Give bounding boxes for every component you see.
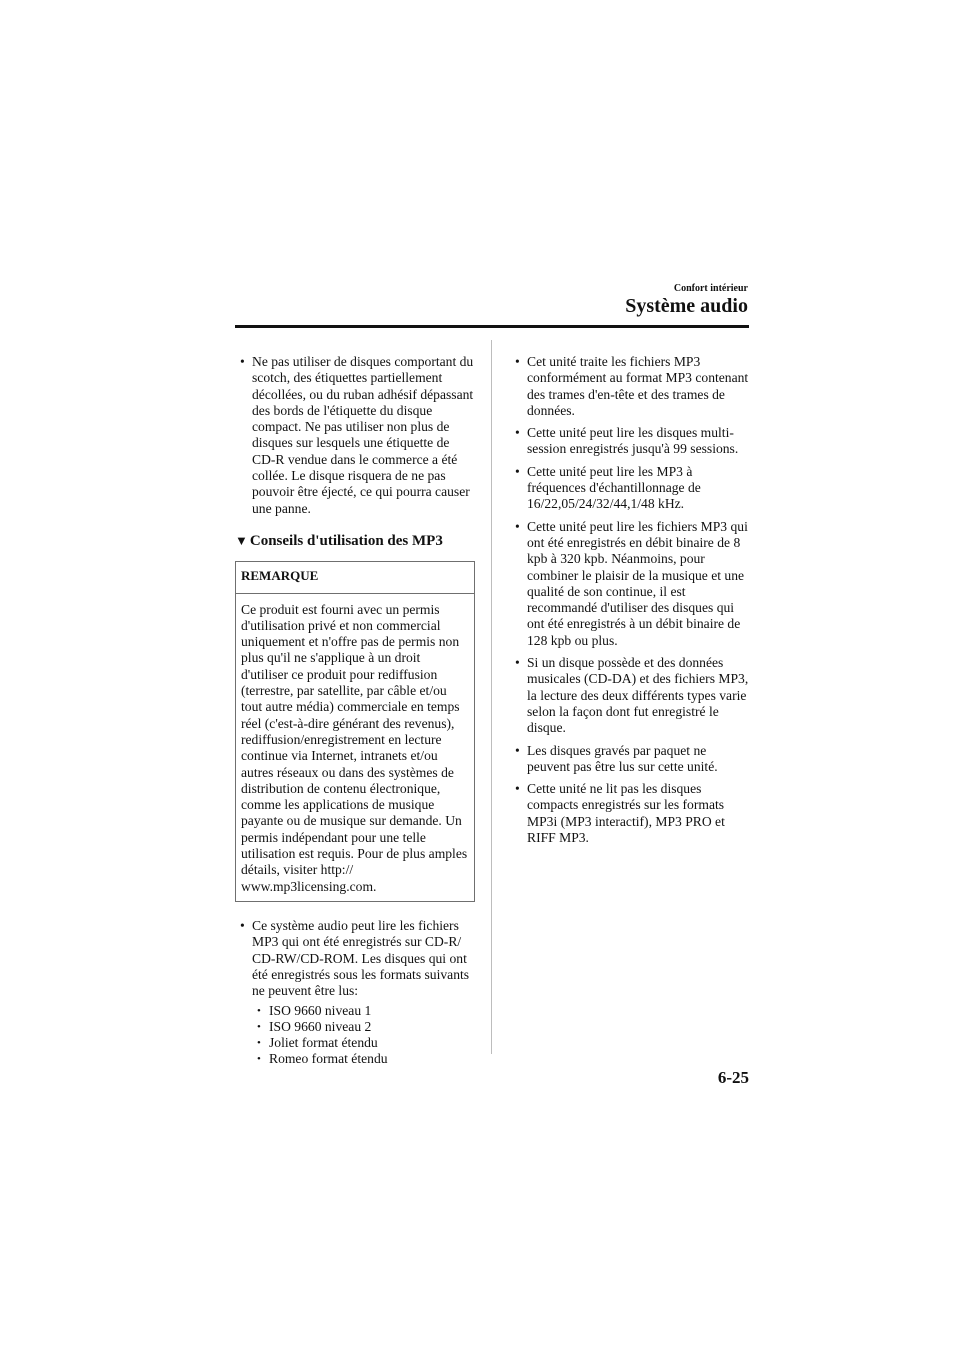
- format-item: [252, 1051, 475, 1067]
- left-column: [235, 354, 475, 1073]
- bullet-icon: •: [257, 1005, 261, 1018]
- bullet-icon: •: [515, 354, 520, 369]
- list-item: [510, 781, 750, 846]
- list-item: [510, 464, 750, 513]
- list-item: [510, 655, 750, 736]
- bullet-icon: •: [257, 1037, 261, 1050]
- bullet-icon: •: [257, 1053, 261, 1066]
- bullet-icon: •: [515, 425, 520, 441]
- format-item: [252, 1019, 475, 1035]
- note-text: Ce produit est fourni avec un permis d'utilisation privé et non commercial uniquement et n'offre pas de permis non plus qu'il ne s'applique à un droit d'utiliser ce produit pour rediffusion (terrestre, par satellite, par câble et/ou tout autre média) commerciale en temps réel (c'est-à-dire générant des revenus), rediffusion/enregistrement en lecture continue via Internet, intranets et/ou autres réseaux ou dans des systèmes de distribution de contenu électronique, comme les applications de musique payante ou de musique sur demande. Un permis indépendant pour une telle utilisation est requis. Pour de plus amples détails, visiter http:// www.mp3licensing.com.: [241, 601, 468, 894]
- list-item-text: Cet unité traite les fichiers MP3 conformément au format MP3 contenant des trames d'en-tête et des trames de données.: [527, 354, 749, 418]
- list-item: [510, 519, 750, 649]
- list-item-text: Ne pas utiliser de disques comportant du scotch, des étiquettes partiellement décollées, ou du ruban adhésif dépassant des bords de l'étiquette du disque compact. Ne pas utiliser non plus de disques sur lesquels une étiquette de CD-R vendue dans le commerce a été collée. Le disque risquera de ne pas pouvoir être éjecté, ce qui pourra causer une panne.: [252, 354, 474, 516]
- format-item: [252, 1003, 475, 1019]
- list-item-text: Cette unité ne lit pas les disques compacts enregistrés sur les formats MP3i (MP3 interactif), MP3 PRO et RIFF MP3.: [527, 781, 725, 846]
- format-list: [252, 1003, 475, 1067]
- right-column: [510, 354, 750, 852]
- list-item-text: Cette unité peut lire les fichiers MP3 qui ont été enregistrés en débit binaire de 8 kpb à 320 kpb. Néanmoins, pour combiner le plaisir de la musique et une qualité de son continue, il est recommandé d'utiliser des disques qui ont été enregistrés à un débit binaire de 128 kpb ou plus.: [527, 518, 748, 648]
- page-number: 6-25: [717, 1068, 749, 1087]
- bullet-icon: •: [515, 463, 520, 479]
- header-rule: [235, 325, 749, 328]
- section-label: Confort intérieur: [673, 283, 748, 294]
- note-label: REMARQUE: [236, 562, 474, 593]
- bullet-icon: •: [240, 354, 245, 369]
- format-item: [252, 1035, 475, 1051]
- column-divider: [491, 340, 492, 1054]
- list-item-text: Cette unité peut lire les disques multi-session enregistrés jusqu'à 99 sessions.: [527, 425, 739, 457]
- list-item-text: Ce système audio peut lire les fichiers MP3 qui ont été enregistrés sur CD-R/ CD-RW/CD-ROM. Les disques qui ont été enregistrés sous les formats suivants ne peuvent être lus:: [252, 917, 470, 999]
- bullet-icon: •: [515, 518, 520, 534]
- page-title: Système audio: [625, 295, 748, 317]
- list-item-text: Si un disque possède et des données musicales (CD-DA) et des fichiers MP3, la lecture des deux différents types varie selon la façon dont fut enregistré le disque.: [527, 655, 749, 736]
- bullet-icon: •: [257, 1021, 261, 1034]
- list-item-text: Les disques gravés par paquet ne peuvent pas être lus sur cette unité.: [527, 742, 718, 774]
- bullet-icon: •: [240, 917, 245, 933]
- bullet-icon: •: [515, 742, 520, 758]
- list-item-text: Cette unité peut lire les MP3 à fréquences d'échantillonnage de 16/22,05/24/32/44,1/48 kHz.: [527, 463, 701, 512]
- note-box: [235, 561, 475, 902]
- format-item-text: Joliet format étendu: [269, 1035, 378, 1051]
- bullet-icon: •: [515, 655, 520, 671]
- list-item: [510, 425, 750, 458]
- format-item-text: ISO 9660 niveau 1: [269, 1003, 372, 1019]
- list-item: [235, 354, 475, 517]
- bullet-icon: •: [515, 781, 520, 797]
- list-item: [510, 743, 750, 776]
- list-item: [510, 354, 750, 419]
- section-heading: [235, 533, 475, 549]
- section-heading-text: Conseils d'utilisation des MP3: [249, 532, 443, 549]
- triangle-down-icon: ▼: [235, 532, 248, 548]
- format-item-text: ISO 9660 niveau 2: [269, 1019, 372, 1035]
- format-item-text: Romeo format étendu: [269, 1051, 388, 1067]
- list-item: [235, 918, 475, 1067]
